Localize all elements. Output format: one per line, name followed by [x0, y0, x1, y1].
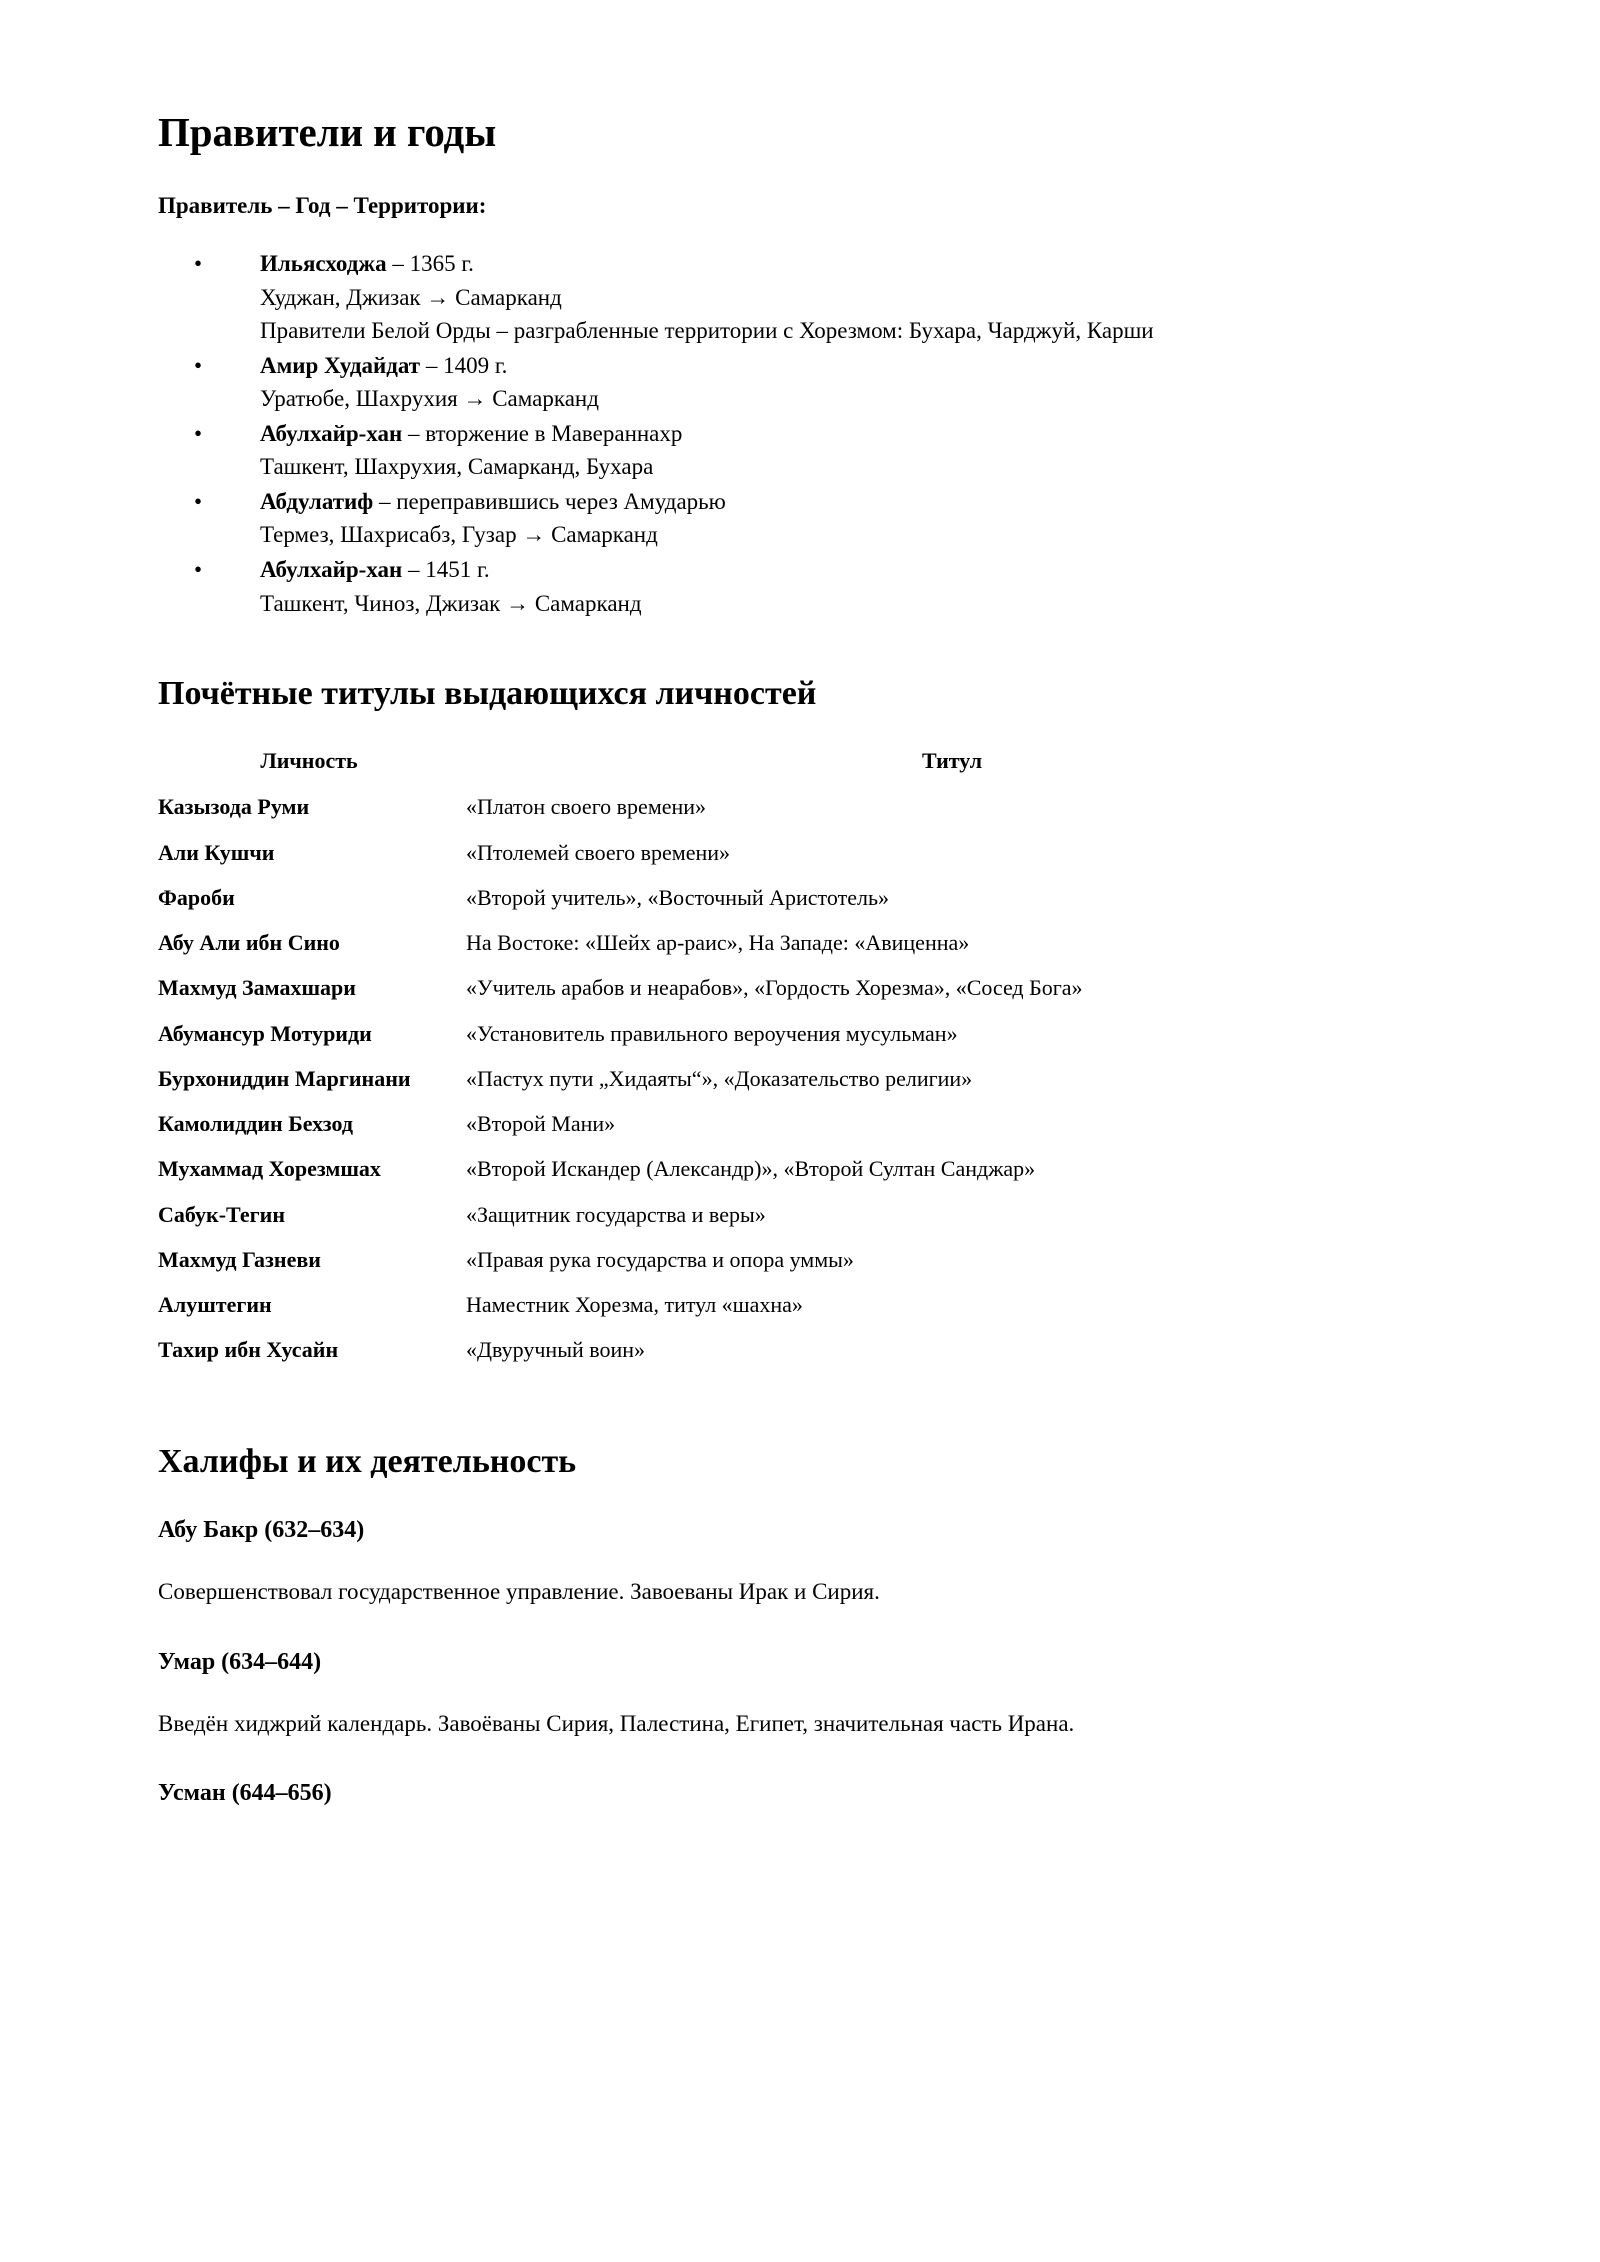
cell-title: «Второй учитель», «Восточный Аристотель» [466, 884, 889, 910]
cell-title: «Птолемей своего времени» [466, 839, 731, 865]
cell-person: Махмуд Газневи [158, 1246, 321, 1272]
ruler-rest: – 1451 г. [402, 557, 490, 583]
cell-person: Абу Али ибн Сино [158, 930, 340, 956]
table-row [158, 1146, 1444, 1191]
ruler-name: Абулхайр-хан [260, 420, 403, 446]
table-row [158, 965, 1444, 1010]
list-item [158, 485, 1444, 551]
ruler-name: Абдулатиф [260, 489, 374, 515]
cell-title: «Учитель арабов и неарабов», «Гордость Хорезма», «Сосед Бога» [466, 975, 1083, 1001]
table-row [158, 784, 1444, 829]
table-row [158, 1237, 1444, 1282]
cell-title: «Пастух пути „Хидаяты“», «Доказательство религии» [466, 1065, 973, 1091]
list-item [158, 247, 1444, 346]
cell-person: Казызода Руми [158, 794, 310, 820]
ruler-detail-line: Уратюбе, Шахрухия → Самарканд [260, 385, 599, 411]
ruler-detail-line: Термез, Шахрисабз, Гузар → Самарканд [260, 522, 658, 548]
table-row [158, 830, 1444, 875]
table-row [158, 1282, 1444, 1327]
honorary-titles-table [158, 746, 1444, 1372]
cell-title: «Платон своего времени» [466, 794, 707, 820]
cell-title: «Установитель правильного вероучения мусульман» [466, 1020, 958, 1046]
cell-person: Мухаммад Хорезмшах [158, 1156, 381, 1182]
cell-title: «Двуручный воин» [466, 1337, 646, 1363]
cell-person: Камолиддин Бехзод [158, 1111, 353, 1137]
ruler-rest: – переправившись через Амударью [373, 489, 726, 515]
caliph-name-usman: Усман (644–656) [158, 1779, 332, 1806]
caliph-name-abu-bakr: Абу Бакр (632–634) [158, 1517, 365, 1544]
table-row [158, 1056, 1444, 1101]
table-header-row [158, 746, 1444, 784]
cell-person: Фароби [158, 884, 235, 910]
ruler-rest: – 1365 г. [386, 251, 474, 277]
list-item [158, 553, 1444, 619]
page-title: Правители и годы [158, 109, 497, 155]
cell-title: «Второй Искандер (Александр)», «Второй Султан Санджар» [466, 1156, 1036, 1182]
ruler-rest: – 1409 г. [420, 352, 508, 378]
rulers-lead-text: Правитель – Год – Территории: [158, 193, 487, 219]
ruler-detail-line: Ташкент, Чиноз, Джизак → Самарканд [260, 590, 642, 616]
cell-title: «Правая рука государства и опора уммы» [466, 1246, 854, 1272]
cell-title: «Защитник государства и веры» [466, 1201, 766, 1227]
rulers-list [158, 247, 1444, 619]
caliph-description-abu-bakr: Совершенствовал государственное управление. Завоеваны Ирак и Сирия. [158, 1579, 880, 1605]
list-item [158, 349, 1444, 415]
table-row [158, 920, 1444, 965]
cell-person: Бурхониддин Маргинани [158, 1065, 411, 1091]
section-heading-titles: Почётные титулы выдающихся личностей [158, 674, 817, 712]
ruler-name: Абулхайр-хан [260, 557, 403, 583]
table-body [158, 784, 1444, 1372]
list-item [158, 417, 1444, 483]
table-row [158, 875, 1444, 920]
cell-person: Махмуд Замахшари [158, 975, 356, 1001]
section-heading-caliphs: Халифы и их деятельность [158, 1443, 577, 1481]
ruler-detail-line: Худжан, Джизак → Самарканд [260, 284, 562, 310]
cell-person: Абумансур Мотуриди [158, 1020, 372, 1046]
column-header-person: Личность [260, 748, 358, 774]
table-row [158, 1101, 1444, 1146]
cell-title: На Востоке: «Шейх ар-раис», На Западе: «Авиценна» [466, 930, 970, 956]
cell-title: «Второй Мани» [466, 1111, 616, 1137]
cell-person: Тахир ибн Хусайн [158, 1337, 339, 1363]
cell-title: Наместник Хорезма, титул «шахна» [466, 1292, 803, 1317]
caliph-description-umar: Введён хиджрий календарь. Завоёваны Сирия, Палестина, Египет, значительная часть Ирана. [158, 1710, 1075, 1736]
ruler-detail-line: Правители Белой Орды – разграбленные территории с Хорезмом: Бухара, Чарджуй, Карши [260, 317, 1154, 343]
column-header-title: Титул [921, 748, 983, 774]
cell-person: Сабук-Тегин [158, 1201, 285, 1227]
cell-person: Алуштегин [158, 1292, 272, 1317]
table-head [158, 746, 1444, 784]
table-row [158, 1192, 1444, 1237]
document-content [158, 108, 1444, 1808]
table-row [158, 1011, 1444, 1056]
ruler-rest: – вторжение в Мавераннахр [402, 420, 683, 446]
cell-person: Али Кушчи [158, 839, 275, 865]
ruler-name: Ильясходжа [260, 251, 387, 277]
caliph-name-umar: Умар (634–644) [158, 1648, 322, 1675]
table-row [158, 1327, 1444, 1372]
ruler-name: Амир Худайдат [260, 352, 421, 378]
ruler-detail-line: Ташкент, Шахрухия, Самарканд, Бухара [260, 454, 654, 480]
